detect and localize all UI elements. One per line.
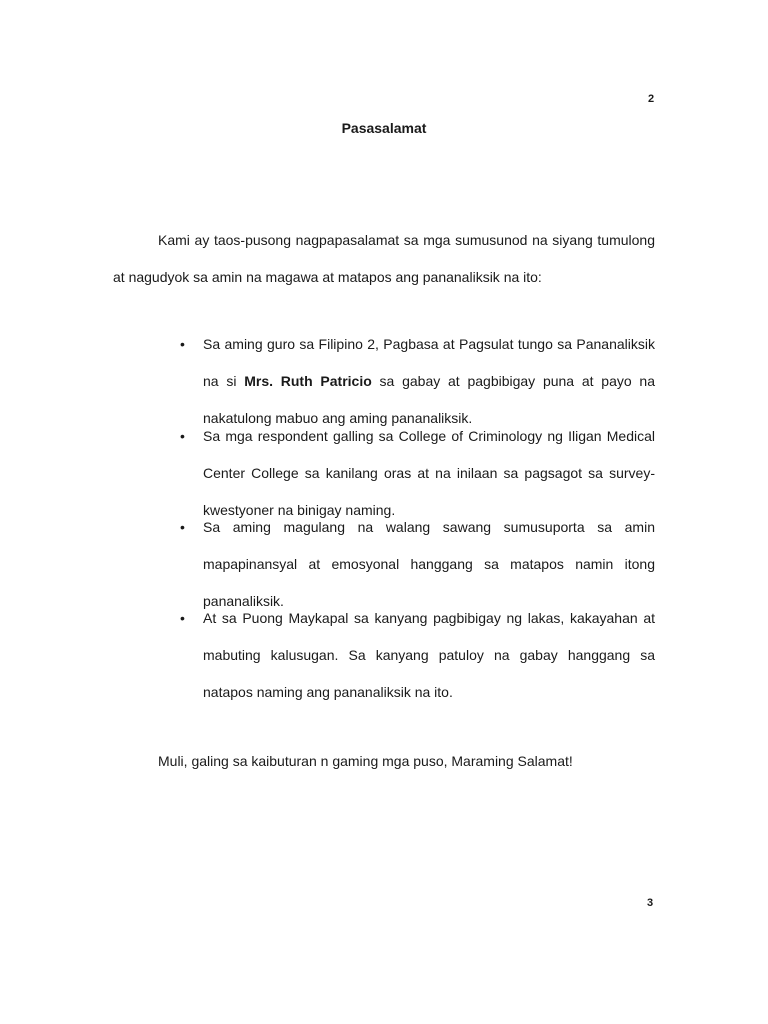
bullet-icon: • — [180, 428, 185, 444]
list-item-text-start: Sa aming guro sa Filipino 2, Pagbasa at Pagsulat tungo sa Pananaliksik na si — [203, 336, 655, 389]
closing-paragraph: Muli, galing sa kaibuturan n gaming mga puso, Maraming Salamat! — [158, 753, 573, 769]
list-item-text: At sa Puong Maykapal sa kanyang pagbibigay ng lakas, kakayahan at mabuting kalusugan. Sa kanyang patuloy na gabay hanggang sa natapos naming ang pananaliksik na ito. — [203, 610, 655, 700]
page-number-bottom: 3 — [647, 897, 654, 909]
bullet-icon: • — [180, 519, 185, 535]
bullet-icon: • — [180, 610, 185, 626]
list-item-text: Sa aming magulang na walang sawang sumusuporta sa amin mapapinansyal at emosyonal hanggang sa matapos namin itong pananaliksik. — [203, 519, 655, 609]
list-item-text-end: sa gabay at pagbibigay puna at payo na nakatulong mabuo ang aming pananaliksik. — [203, 373, 656, 426]
bullet-icon: • — [180, 336, 185, 352]
list-item-text: Sa mga respondent galling sa College of Criminology ng Iligan Medical Center College sa kanilang oras at na inilaan sa pagsagot sa survey-kwestyoner na binigay naming. — [203, 428, 655, 518]
page-title: Pasasalamat — [341, 120, 427, 136]
teacher-name: Mrs. Ruth Patricio — [244, 373, 372, 389]
list-item — [180, 600, 655, 711]
page-number-top: 2 — [648, 93, 655, 105]
intro-paragraph: Kami ay taos-pusong nagpapasalamat sa mga sumusunod na siyang tumulong at nagudyok sa amin na magawa at matapos ang pananaliksik na ito: — [113, 232, 655, 285]
